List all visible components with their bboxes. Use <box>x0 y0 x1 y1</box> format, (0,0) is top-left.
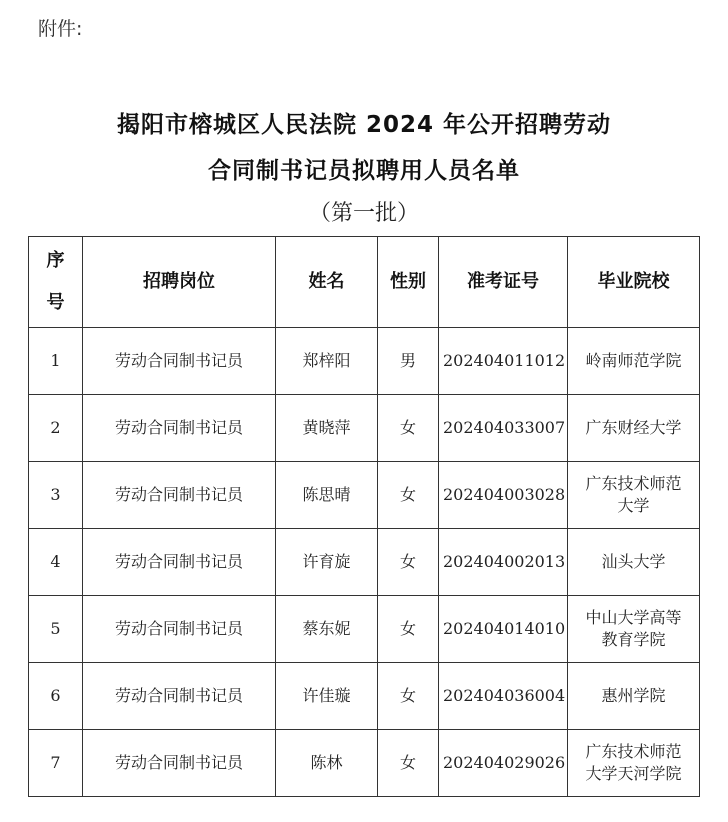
cell-position: 劳动合同制书记员 <box>83 663 276 730</box>
table-row <box>29 730 700 797</box>
cell-seq: 1 <box>29 328 83 395</box>
cell-school <box>568 395 700 462</box>
cell-ticket: 202404011012 <box>439 328 568 395</box>
cell-ticket: 202404033007 <box>439 395 568 462</box>
table-header-row <box>29 237 700 328</box>
document-title-line-1: 揭阳市榕城区人民法院 2024 年公开招聘劳动 <box>116 112 612 138</box>
cell-seq: 6 <box>29 663 83 730</box>
cell-seq: 3 <box>29 462 83 529</box>
cell-position: 劳动合同制书记员 <box>83 395 276 462</box>
cell-gender: 女 <box>378 663 439 730</box>
header-gender: 性别 <box>378 237 439 328</box>
cell-position: 劳动合同制书记员 <box>83 596 276 663</box>
cell-gender: 女 <box>378 596 439 663</box>
header-ticket: 准考证号 <box>439 237 568 328</box>
header-name: 姓名 <box>276 237 378 328</box>
cell-seq: 7 <box>29 730 83 797</box>
table-row <box>29 529 700 596</box>
cell-position: 劳动合同制书记员 <box>83 730 276 797</box>
hiring-list-table <box>28 236 700 797</box>
cell-position: 劳动合同制书记员 <box>83 529 276 596</box>
cell-school <box>568 328 700 395</box>
table-row <box>29 462 700 529</box>
cell-ticket: 202404014010 <box>439 596 568 663</box>
cell-ticket: 202404036004 <box>439 663 568 730</box>
cell-position: 劳动合同制书记员 <box>83 328 276 395</box>
cell-school-line-1: 广东技术师范 <box>585 474 682 493</box>
cell-school-line-1: 广东技术师范 <box>585 742 682 761</box>
cell-ticket: 202404029026 <box>439 730 568 797</box>
cell-name: 许佳璇 <box>276 663 378 730</box>
cell-name: 黄晓萍 <box>276 395 378 462</box>
cell-school <box>568 462 700 529</box>
cell-school <box>568 730 700 797</box>
cell-seq: 4 <box>29 529 83 596</box>
table-row <box>29 395 700 462</box>
cell-ticket: 202404003028 <box>439 462 568 529</box>
cell-gender: 男 <box>378 328 439 395</box>
cell-school-line-2: 大学天河学院 <box>585 764 682 783</box>
cell-seq: 5 <box>29 596 83 663</box>
cell-position: 劳动合同制书记员 <box>83 462 276 529</box>
cell-gender: 女 <box>378 462 439 529</box>
cell-school-line-1: 惠州学院 <box>601 686 666 705</box>
table-row <box>29 596 700 663</box>
cell-name: 郑梓阳 <box>276 328 378 395</box>
cell-school-line-1: 汕头大学 <box>601 552 666 571</box>
header-school: 毕业院校 <box>568 237 700 328</box>
cell-school <box>568 529 700 596</box>
cell-school-line-1: 中山大学高等 <box>585 608 682 627</box>
header-seq <box>29 237 83 328</box>
cell-school-line-2: 大学 <box>617 496 650 515</box>
cell-ticket: 202404002013 <box>439 529 568 596</box>
document-title-line-2: 合同制书记员拟聘用人员名单 <box>208 158 520 184</box>
cell-gender: 女 <box>378 395 439 462</box>
cell-gender: 女 <box>378 730 439 797</box>
cell-school <box>568 663 700 730</box>
cell-seq: 2 <box>29 395 83 462</box>
header-seq-line-1: 序 <box>46 250 65 271</box>
cell-school <box>568 596 700 663</box>
header-seq-line-2: 号 <box>46 292 65 313</box>
cell-school-line-1: 广东财经大学 <box>585 418 682 437</box>
attachment-label: 附件: <box>38 18 83 40</box>
cell-name: 陈思晴 <box>276 462 378 529</box>
cell-gender: 女 <box>378 529 439 596</box>
cell-name: 许育旋 <box>276 529 378 596</box>
cell-school-line-2: 教育学院 <box>601 630 666 649</box>
table-row <box>29 328 700 395</box>
cell-school-line-1: 岭南师范学院 <box>585 351 682 370</box>
header-position: 招聘岗位 <box>83 237 276 328</box>
cell-name: 陈林 <box>276 730 378 797</box>
table-row <box>29 663 700 730</box>
cell-name: 蔡东妮 <box>276 596 378 663</box>
batch-label: （第一批） <box>308 201 419 226</box>
